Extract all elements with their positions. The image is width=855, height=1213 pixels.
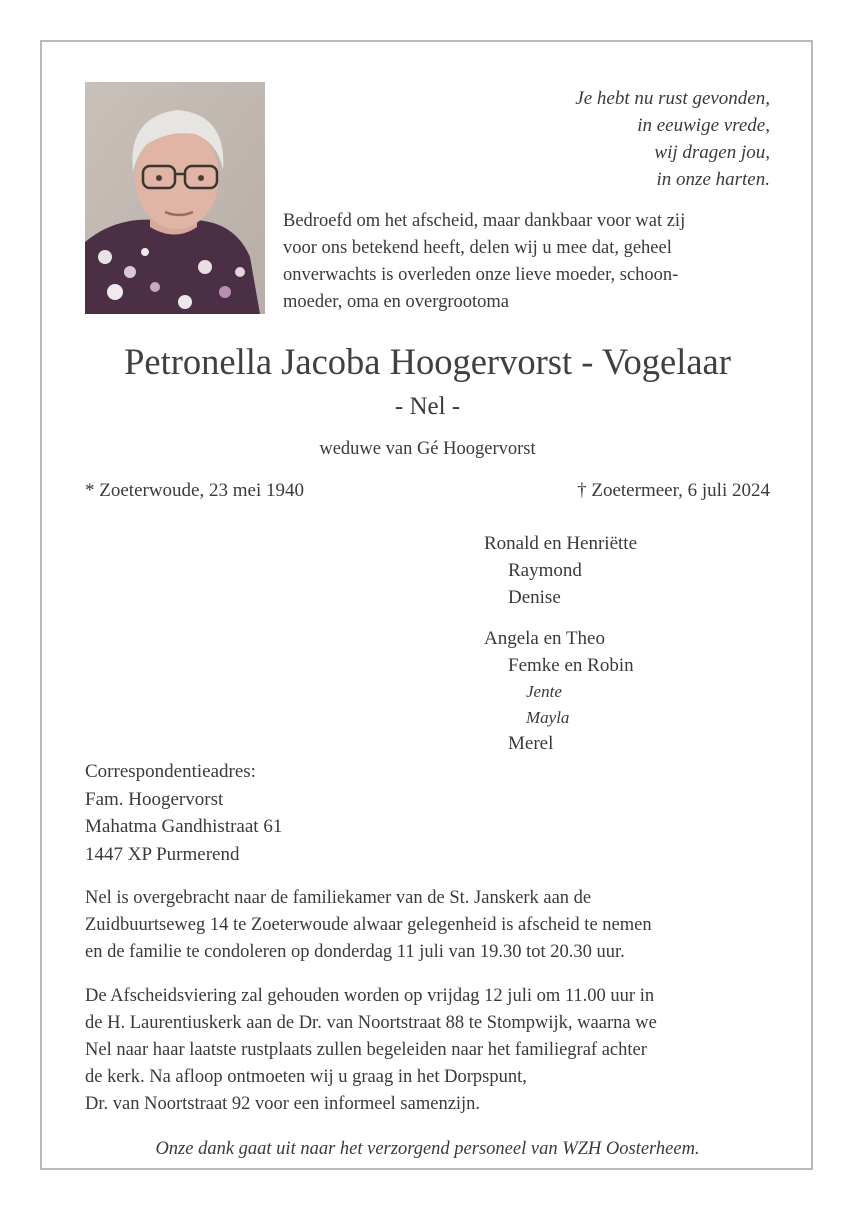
address-street: Mahatma Gandhistraat 61 [85, 816, 283, 837]
birth-info: * Zoeterwoude, 23 mei 1940 [85, 480, 304, 501]
paragraph-line: De Afscheidsviering zal gehouden worden op vrijdag 12 juli om 11.00 uur in [85, 986, 655, 1006]
address-name: Fam. Hoogervorst [85, 788, 224, 810]
paragraph-line: Dr. van Noortstraat 92 voor een informeel samenzijn. [85, 1094, 481, 1114]
poem-line: Je hebt nu rust gevonden, [575, 88, 770, 109]
intro-line: onverwachts is overleden onze lieve moeder, schoon- [283, 265, 679, 285]
poem-line: wij dragen jou, [654, 142, 770, 163]
paragraph-line: de H. Laurentiuskerk aan de Dr. van Noortstraat 88 te Stompwijk, waarna we [85, 1013, 657, 1033]
correspondence-address [85, 758, 282, 868]
paragraph-line: Nel naar haar laatste rustplaats zullen begeleiden naar het familiegraf achter [85, 1040, 647, 1060]
paragraph-line: Zuidbuurtseweg 14 te Zoeterwoude alwaar gelegenheid is afscheid te nemen [85, 915, 652, 935]
poem [575, 85, 770, 193]
ceremony-paragraph [85, 983, 785, 1118]
family-grandchild: Jente [526, 682, 562, 701]
poem-line: in onze harten. [656, 169, 770, 190]
family-child: Denise [508, 587, 561, 608]
family-grandchild: Mayla [526, 708, 570, 727]
family-child: Merel [508, 733, 554, 754]
address-label: Correspondentieadres: [85, 761, 256, 782]
family-child: Raymond [508, 560, 582, 581]
address-city: 1447 XP Purmerend [85, 843, 240, 865]
portrait-photo [85, 82, 265, 314]
intro-text [283, 208, 773, 316]
family-parents-1: Ronald en Henriëtte [484, 533, 638, 554]
thanks-note: Onze dank gaat uit naar het verzorgend personeel van WZH Oosterheem. [155, 1139, 700, 1159]
paragraph-line: en de familie te condoleren op donderdag 11 juli van 19.30 tot 20.30 uur. [85, 942, 625, 962]
paragraph-line: Nel is overgebracht naar de familiekamer van de St. Janskerk aan de [85, 888, 592, 908]
intro-line: moeder, oma en overgrootoma [283, 292, 509, 312]
viewing-paragraph [85, 885, 785, 966]
paragraph-line: de kerk. Na afloop ontmoeten wij u graag in het Dorpspunt, [85, 1067, 527, 1087]
poem-line: in eeuwige vrede, [637, 115, 770, 136]
family-parents-2: Angela en Theo [484, 628, 605, 649]
deceased-name: Petronella Jacoba Hoogervorst - Vogelaar [124, 341, 731, 382]
widow-of: weduwe van Gé Hoogervorst [319, 439, 536, 459]
intro-line: voor ons betekend heeft, delen wij u mee dat, geheel [283, 238, 672, 258]
family-child: Femke en Robin [508, 655, 634, 676]
death-info: † Zoetermeer, 6 juli 2024 [577, 480, 770, 501]
intro-line: Bedroefd om het afscheid, maar dankbaar voor wat zij [283, 211, 686, 231]
deceased-nickname: - Nel - [394, 393, 461, 420]
